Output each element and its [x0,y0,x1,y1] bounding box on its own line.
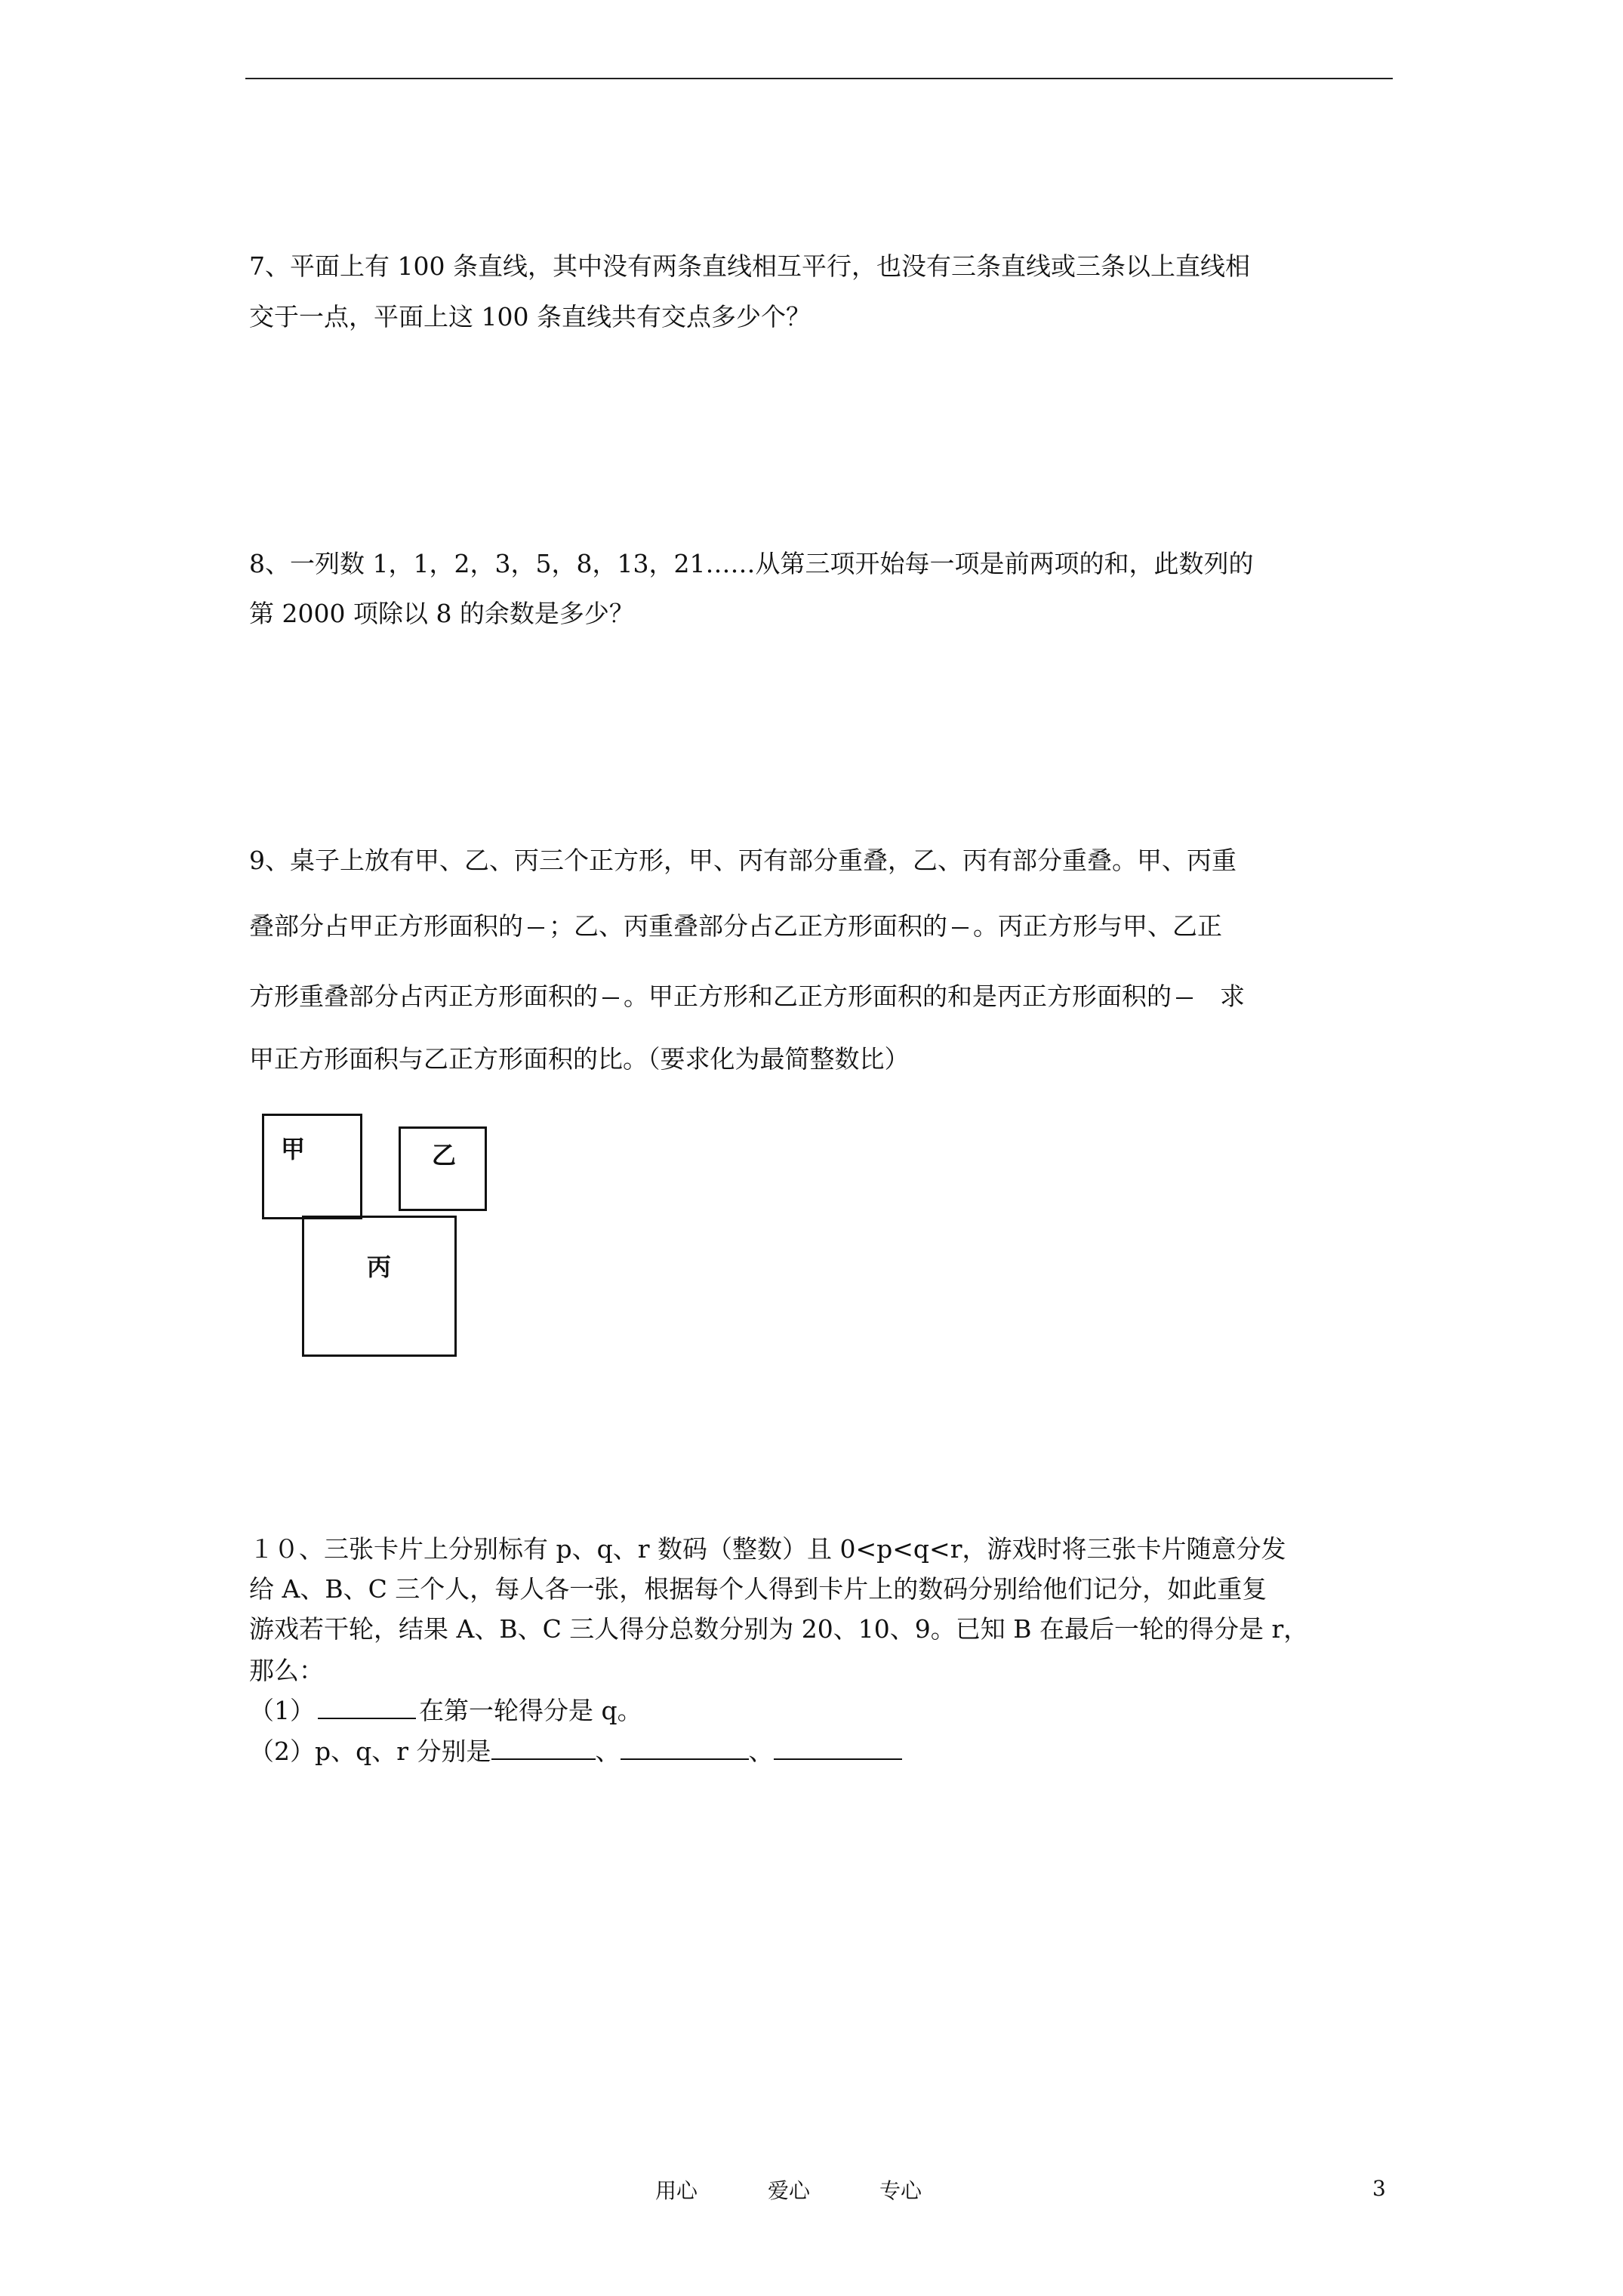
q9-line-3-part-b: 。甲正方形和乙正方形面积的和是丙正方形面积的 [624,982,1172,1011]
page-number: 3 [1372,2176,1386,2201]
q10-sub-2 [249,1737,902,1767]
footer-word-1: 用心 [655,2178,698,2203]
q9-line-2-part-c: 。丙正方形与甲、乙正 [973,911,1222,941]
answer-blank [318,1718,416,1719]
fraction-bar [952,927,969,929]
separator: 、 [748,1737,774,1766]
q10-line-1: １０、三张卡片上分别标有 p、q、r 数码（整数）且 0<p<q<r，游戏时将三张卡片随意分发 [249,1534,1286,1564]
answer-blank-p [491,1758,596,1760]
q8-line-1: 8、一列数 1，1，2，3，5，8，13，21……从第三项开始每一项是前两项的和，此数列的 [249,549,1254,578]
footer-word-2: 爱心 [768,2178,811,2203]
answer-blank-q [621,1758,749,1760]
q10-line-2: 给 A、B、C 三个人，每人各一张，根据每个人得到卡片上的数码分别给他们记分，如此重复 [249,1574,1267,1604]
q9-line-2-part-b: ；乙、丙重叠部分占乙正方形面积的 [549,911,947,941]
q7-line-1: 7、平面上有 100 条直线，其中没有两条直线相互平行，也没有三条直线或三条以上直线相 [249,251,1250,281]
q7-line-2: 交于一点，平面上这 100 条直线共有交点多少个？ [249,302,811,331]
fraction-bar [602,997,619,999]
q10-line-3: 游戏若干轮，结果 A、B、C 三人得分总数分别为 20、10、9。已知 B 在最后一轮的得分是 r， [249,1614,1309,1644]
square-bing [302,1216,457,1357]
q9-line-3-part-a: 方形重叠部分占丙正方形面积的 [249,982,598,1011]
q9-line-4: 甲正方形面积与乙正方形面积的比。（要求化为最简整数比） [249,1044,910,1074]
answer-blank-r [774,1758,902,1760]
q9-line-2 [249,911,1222,942]
q9-line-2-part-a: 叠部分占甲正方形面积的 [249,911,523,941]
q9-line-1: 9、桌子上放有甲、乙、丙三个正方形，甲、丙有部分重叠，乙、丙有部分重叠。甲、丙重 [249,846,1236,875]
square-jia [262,1114,362,1219]
q8-line-2: 第 2000 项除以 8 的余数是多少？ [249,599,634,628]
label-jia: 甲 [281,1135,306,1163]
q10-sub-1-suffix: 在第一轮得分是 q。 [419,1696,642,1725]
label-yi: 乙 [432,1141,457,1170]
q10-sub-1-prefix: （1） [249,1696,315,1725]
header-rule [245,78,1393,79]
q9-line-3-part-c: 求 [1220,982,1245,1011]
q10-sub-2-prefix: （2）p、q、r 分别是 [249,1737,491,1766]
q10-line-4: 那么： [249,1656,324,1685]
label-bing: 丙 [367,1253,392,1281]
fraction-bar [1176,997,1193,999]
footer-word-3: 专心 [879,2178,922,2203]
q10-sub-1 [249,1696,642,1726]
overlapping-squares-diagram [249,1114,498,1340]
fraction-bar [528,927,544,929]
separator: 、 [595,1737,621,1766]
q9-line-3 [249,982,1245,1012]
